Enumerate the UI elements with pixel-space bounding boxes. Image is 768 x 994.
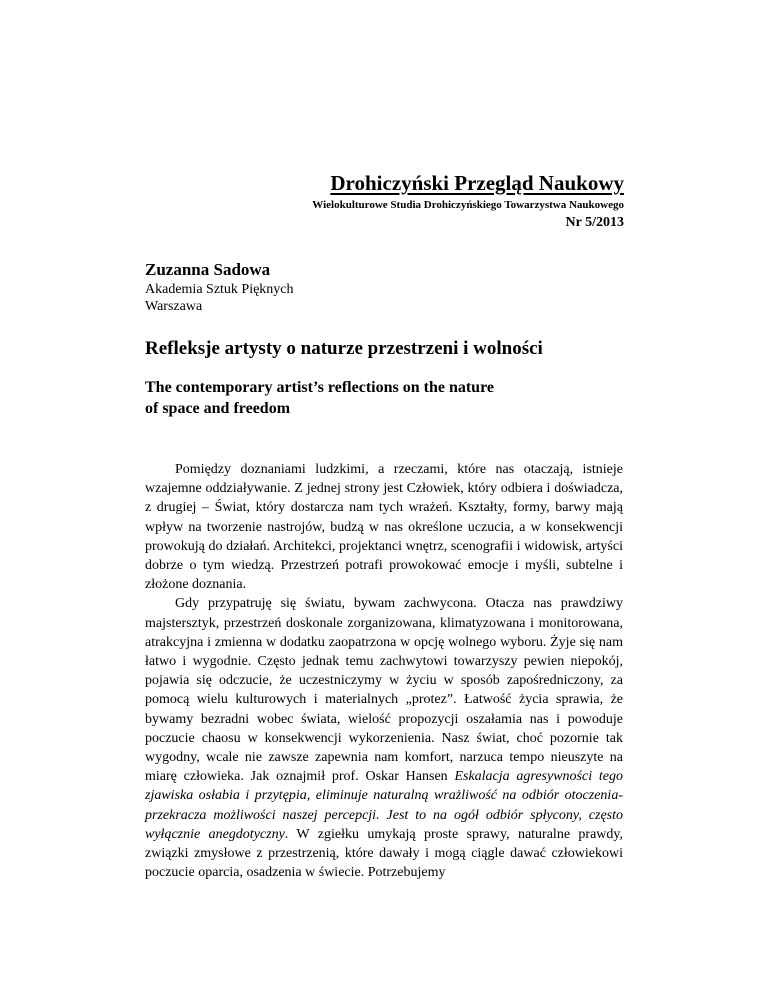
journal-title: Drohiczyński Przegląd Naukowy xyxy=(330,171,624,195)
paragraph-2-text-end: . W zgiełku umykają proste sprawy, naturalne prawdy, związki zmysłowe z przestrzenią, które dawały i mogą ciągle dawać człowiekowi poczucie oparcia, osadzenia w świecie. Potrzebujemy xyxy=(145,826,623,881)
article-title-english-line2: of space and freedom xyxy=(145,400,291,417)
journal-issue-number: Nr 5/2013 xyxy=(565,215,624,230)
author-affiliation: Akademia Sztuk Pięknych xyxy=(145,282,294,297)
paragraph-2-text-start: Gdy przypatruję się światu, bywam zachwycona. Otacza nas prawdziwy majstersztyk, przestrzeń doskonale zorganizowana, klimatyzowana i monitorowana, atrakcyjna i zmienna w dodatku zaopatrzona w opcję wolnego wyboru. Żyje się nam łatwo i wygodnie. Często jednak temu zachwytowi towarzyszy pewien niepokój, pojawia się odczucie, że uczestniczymy w życiu w sposób zapośredniczony, za pomocą wielu kulturowych i materialnych „protez”. Łatwość życia sprawia, że bywamy bezradni wobec świata, wielość propozycji oszałamia nas i powoduje poczucie chaosu w konsekwencji wykorzenienia. Nasz świat, choć pozornie tak wygodny, wcale nie zawsze zapewnia nam komfort, narzuca tempo nieuszyte na miarę człowieka. Jak oznajmił prof. Oskar Hansen xyxy=(145,596,623,785)
author-block xyxy=(145,259,294,315)
article-title-english-line1: The contemporary artist’s reflections on the nature xyxy=(145,379,494,396)
author-city: Warszawa xyxy=(145,299,203,314)
journal-header xyxy=(0,170,624,232)
journal-subtitle: Wielokulturowe Studia Drohiczyńskiego Towarzystwa Naukowego xyxy=(312,199,624,211)
hansen-quote: Eskalacja agresywności tego zjawiska osłabia i przytępia, eliminuje naturalną wrażliwość na odbiór otoczenia-przekracza możliwości naszej percepcji. Jest to na ogół odbiór spłycony, często wyłącznie anegdotyczny xyxy=(145,769,623,842)
paragraph-1: Pomiędzy doznaniami ludzkimi, a rzeczami, które nas otaczają, istnieje wzajemne oddziaływanie. Z jednej strony jest Człowiek, który odbiera i doświadcza, z drugiej – Świat, który dostarcza nam tych wrażeń. Kształty, formy, barwy mają wpływ na tworzenie nastrojów, budzą w nas określone uczucia, a w konsekwencji prowokują do działań. Architekci, projektanci wnętrz, scenografii i widowisk, artyści dobrze o tym wiedzą. Przestrzeń potrafi prowokować emocje i myśli, subtelne i złożone doznania. xyxy=(145,462,623,593)
article-title-english xyxy=(145,377,494,419)
author-name: Zuzanna Sadowa xyxy=(145,260,271,279)
paragraph-2 xyxy=(145,594,623,882)
article-title-polish: Refleksje artysty o naturze przestrzeni i wolności xyxy=(145,338,543,359)
article-body xyxy=(145,460,623,882)
